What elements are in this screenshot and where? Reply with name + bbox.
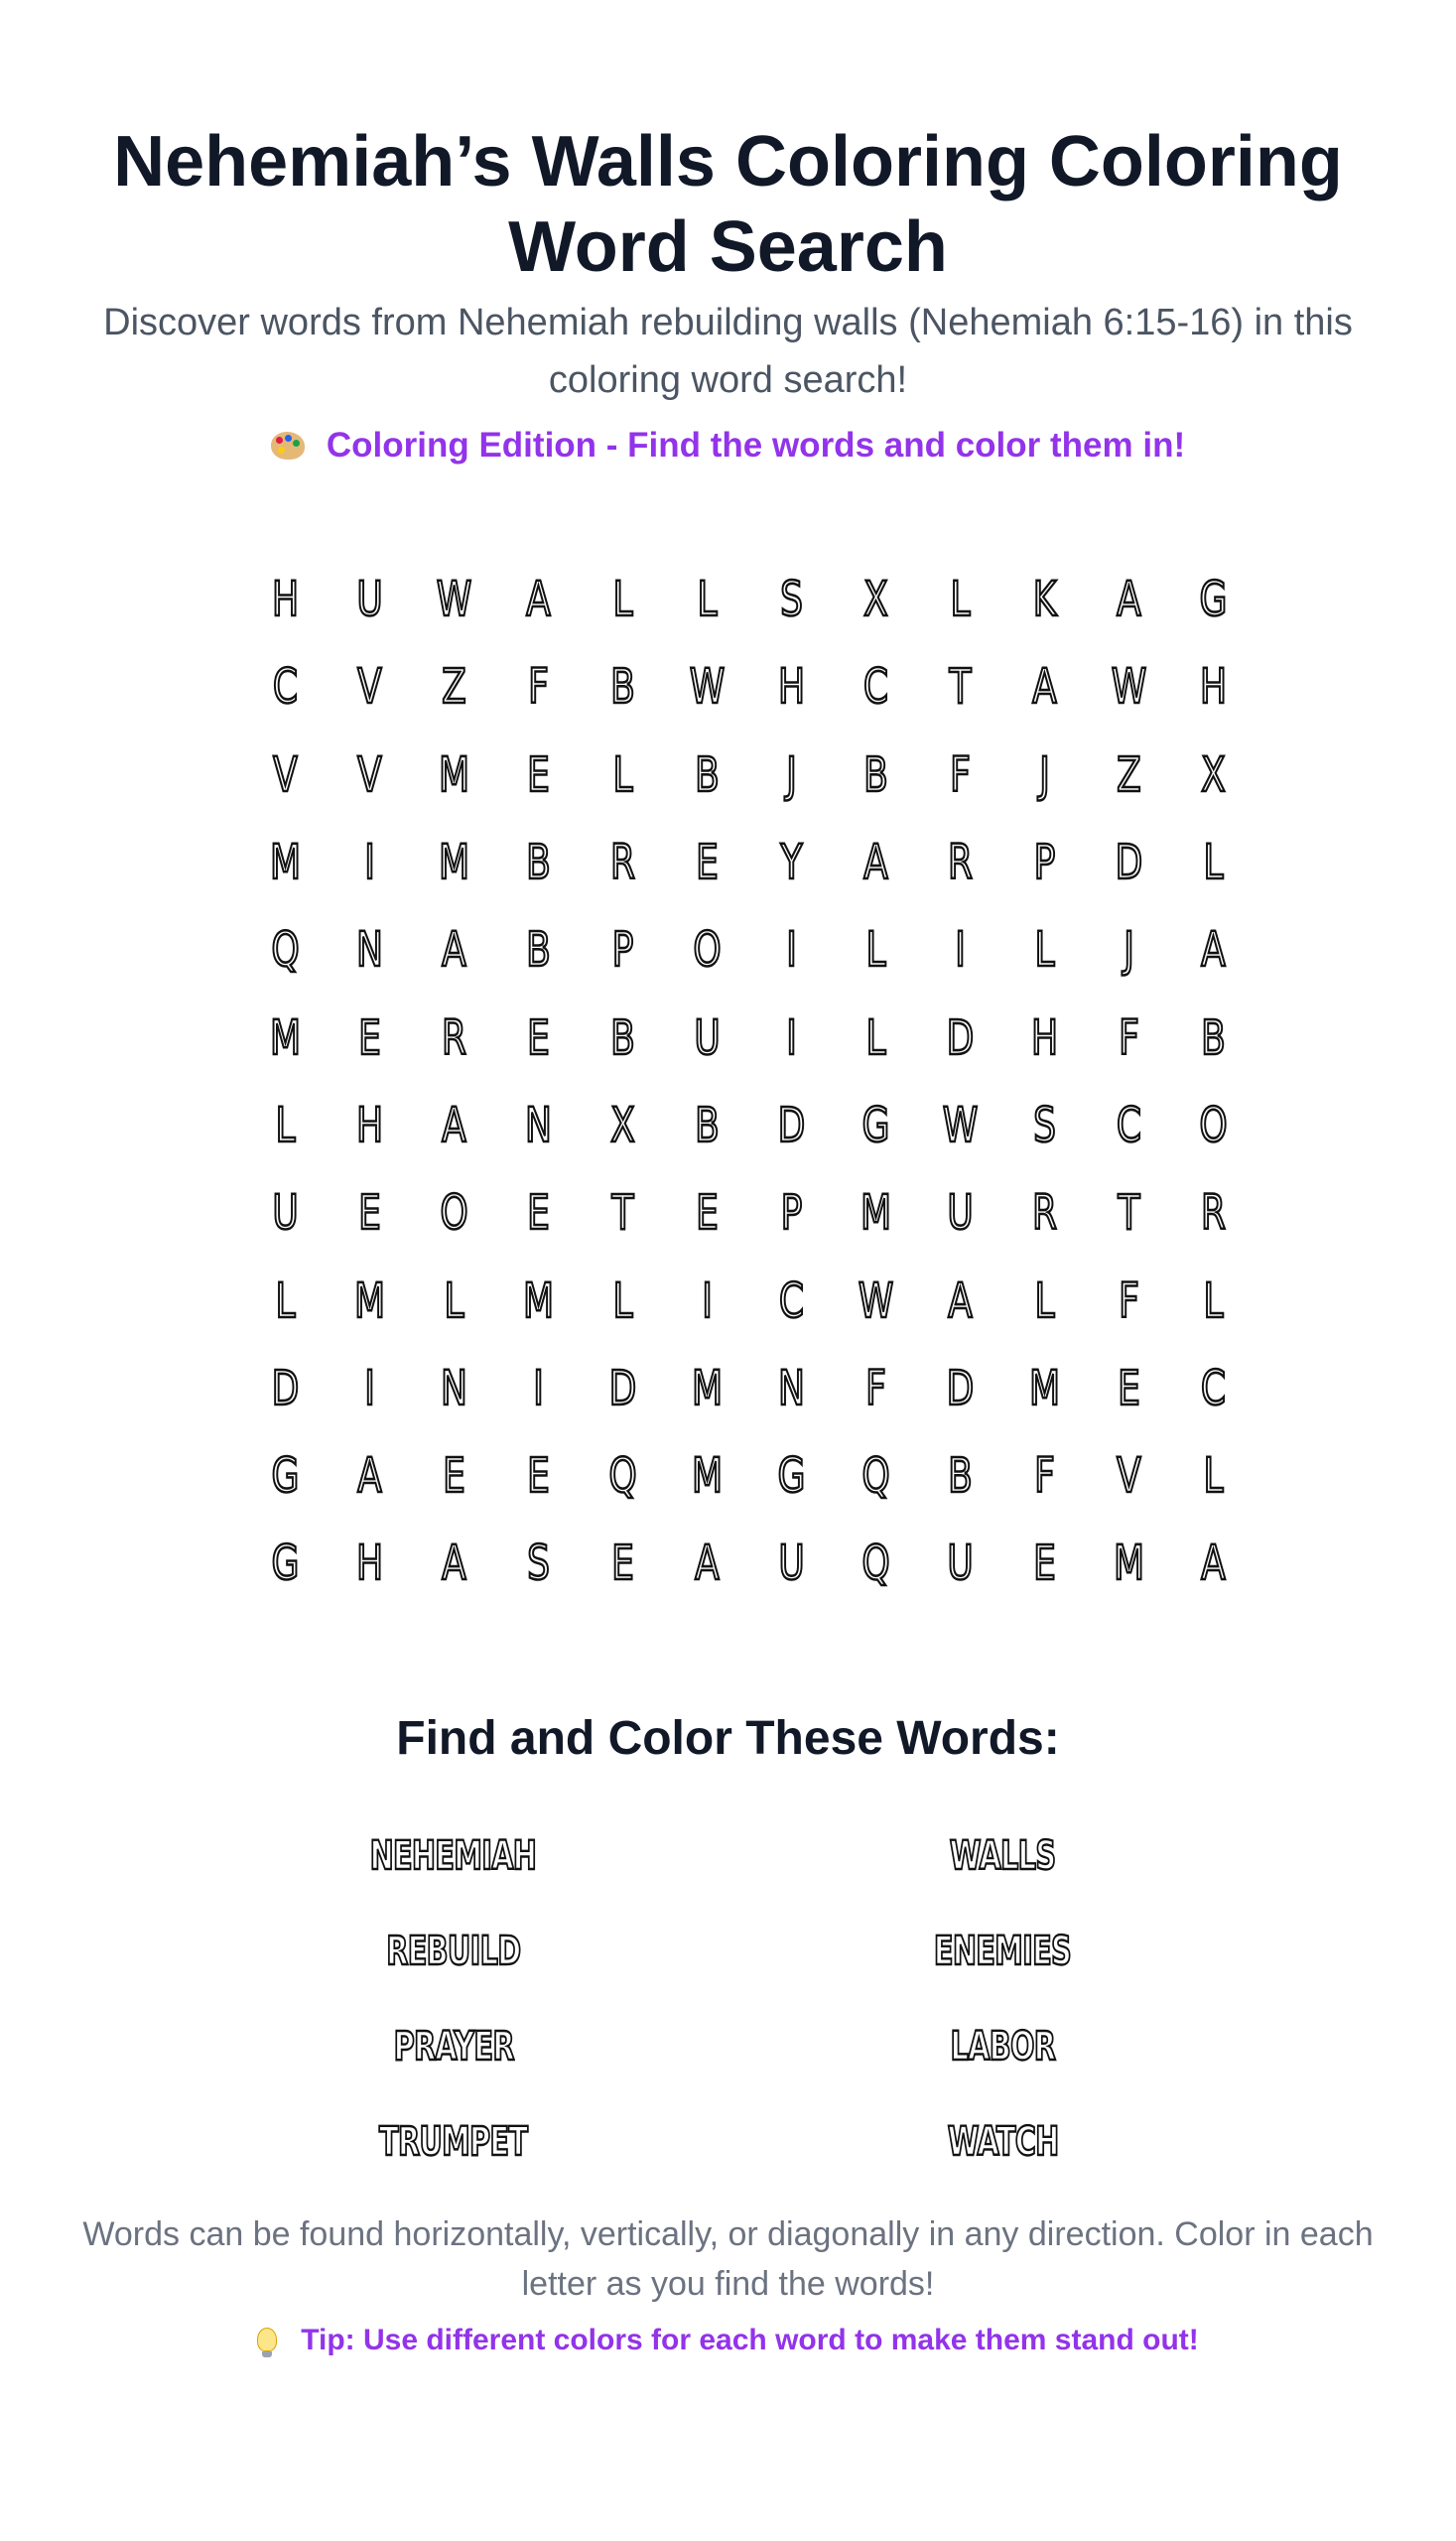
word-list-item	[728, 1808, 1278, 1904]
grid-letter[interactable]: L	[1034, 1272, 1055, 1329]
grid-letter[interactable]: F	[950, 746, 971, 803]
grid-letter[interactable]: F	[1119, 1272, 1139, 1329]
tip-banner	[0, 2319, 1456, 2362]
grid-letter[interactable]: E	[611, 1536, 634, 1592]
grid-letter[interactable]: H	[1199, 659, 1228, 716]
grid-letter[interactable]: W	[689, 659, 726, 716]
word-list-item	[728, 1904, 1278, 1999]
grid-letter[interactable]: I	[533, 1360, 544, 1416]
grid-letter[interactable]: A	[1201, 922, 1226, 979]
grid-letter[interactable]: L	[444, 1272, 464, 1329]
grid-letter[interactable]: C	[1116, 1097, 1142, 1153]
grid-letter[interactable]: V	[357, 746, 382, 803]
grid-letter[interactable]: I	[702, 1272, 713, 1329]
grid-letter[interactable]: Q	[608, 1448, 637, 1505]
grid-letter[interactable]: M	[860, 1185, 892, 1242]
grid-letter[interactable]: C	[778, 1272, 805, 1329]
grid-letter[interactable]: I	[364, 1360, 375, 1416]
grid-letter[interactable]: A	[442, 922, 466, 979]
grid-letter[interactable]: N	[441, 1360, 467, 1416]
grid-letter[interactable]: E	[1118, 1360, 1140, 1416]
grid-letter[interactable]: E	[527, 1448, 550, 1505]
grid-letter[interactable]: E	[527, 746, 550, 803]
grid-letter[interactable]: E	[527, 1185, 550, 1242]
grid-letter[interactable]: O	[693, 922, 722, 979]
grid-letter[interactable]: M	[691, 1360, 724, 1416]
grid-letter[interactable]: U	[272, 1185, 299, 1242]
grid-letter[interactable]: U	[778, 1536, 805, 1592]
grid-letter[interactable]: H	[355, 1536, 384, 1592]
grid-row	[243, 819, 1256, 906]
grid-letter[interactable]: L	[275, 1097, 296, 1153]
grid-letter[interactable]: D	[608, 1360, 637, 1416]
grid-letter[interactable]: L	[1203, 1448, 1224, 1505]
grid-row	[243, 643, 1256, 731]
grid-row	[243, 732, 1256, 819]
artist-palette-icon	[271, 432, 305, 460]
grid-letter[interactable]: F	[528, 659, 549, 716]
grid-letter[interactable]: P	[1033, 835, 1056, 891]
grid-letter[interactable]: O	[1199, 1097, 1228, 1153]
word-list-item	[728, 1999, 1278, 2094]
grid-letter[interactable]: V	[1117, 1448, 1141, 1505]
page-subtitle: Discover words from Nehemiah rebuilding walls (Nehemiah 6:15-16) in this coloring word search!	[103, 302, 1353, 401]
edition-banner	[0, 423, 1456, 468]
grid-letter[interactable]: A	[357, 1448, 382, 1505]
grid-letter[interactable]: H	[777, 659, 806, 716]
word-list-heading: Find and Color These Words:	[396, 1712, 1060, 1765]
grid-letter[interactable]: X	[863, 572, 888, 628]
grid-letter[interactable]: G	[1199, 572, 1228, 628]
word-text: WATCH	[947, 2119, 1059, 2165]
grid-letter[interactable]: B	[695, 746, 720, 803]
grid-letter[interactable]: I	[364, 835, 375, 891]
grid-letter[interactable]: X	[1201, 746, 1226, 803]
grid-letter[interactable]: B	[863, 746, 888, 803]
grid-letter[interactable]: E	[1033, 1536, 1056, 1592]
grid-letter[interactable]: G	[271, 1536, 300, 1592]
grid-letter[interactable]: W	[1111, 659, 1147, 716]
grid-row	[243, 556, 1256, 643]
word-text: ENEMIES	[934, 1929, 1072, 1974]
page-title: Nehemiah’s Walls Coloring Coloring Word Search	[113, 122, 1343, 287]
grid-letter[interactable]: K	[1032, 572, 1057, 628]
grid-letter[interactable]: L	[1203, 1272, 1224, 1329]
grid-letter[interactable]: W	[858, 1272, 894, 1329]
grid-row	[243, 1257, 1256, 1344]
grid-letter[interactable]: X	[610, 1097, 635, 1153]
grid-letter[interactable]: A	[1201, 1536, 1226, 1592]
word-list-item	[179, 1904, 728, 1999]
grid-letter[interactable]: Y	[780, 835, 803, 891]
grid-letter[interactable]: N	[778, 1360, 805, 1416]
grid-letter[interactable]: H	[1030, 1009, 1059, 1066]
grid-row	[243, 1345, 1256, 1432]
grid-letter[interactable]: R	[441, 1009, 467, 1066]
grid-letter[interactable]: C	[1200, 1360, 1227, 1416]
grid-letter[interactable]: L	[865, 922, 886, 979]
grid-letter[interactable]: A	[1117, 572, 1141, 628]
grid-row	[243, 1432, 1256, 1520]
grid-letter[interactable]: L	[612, 1272, 633, 1329]
grid-letter[interactable]: A	[1032, 659, 1057, 716]
grid-letter[interactable]: U	[694, 1009, 721, 1066]
grid-letter[interactable]: Q	[861, 1448, 890, 1505]
grid-row	[243, 1169, 1256, 1257]
grid-letter[interactable]: U	[356, 572, 383, 628]
grid-letter[interactable]: L	[1203, 835, 1224, 891]
grid-letter[interactable]: U	[947, 1536, 974, 1592]
grid-letter[interactable]: B	[610, 1009, 635, 1066]
grid-row	[243, 994, 1256, 1081]
grid-letter[interactable]: I	[786, 922, 797, 979]
grid-letter[interactable]: H	[271, 572, 300, 628]
grid-letter[interactable]: M	[691, 1448, 724, 1505]
grid-letter[interactable]: V	[273, 746, 298, 803]
grid-letter[interactable]: Q	[861, 1536, 890, 1592]
word-list-item	[179, 1999, 728, 2094]
word-text: PRAYER	[393, 2024, 514, 2070]
grid-letter[interactable]: M	[1028, 1360, 1061, 1416]
word-list	[179, 1808, 1277, 2190]
word-text: TRUMPET	[379, 2119, 528, 2165]
word-text: NEHEMIAH	[369, 1833, 537, 1879]
grid-letter[interactable]: I	[955, 922, 966, 979]
grid-letter[interactable]: Z	[1117, 746, 1141, 803]
grid-letter[interactable]: J	[1039, 746, 1050, 803]
grid-letter[interactable]: P	[611, 922, 634, 979]
word-list-item	[179, 1808, 728, 1904]
grid-letter[interactable]: P	[780, 1185, 803, 1242]
grid-letter[interactable]: M	[353, 1272, 386, 1329]
grid-letter[interactable]: N	[356, 922, 383, 979]
grid-row	[243, 1520, 1256, 1607]
grid-letter[interactable]: V	[357, 659, 382, 716]
grid-letter[interactable]: W	[436, 572, 472, 628]
grid-letter[interactable]: J	[786, 746, 797, 803]
grid-letter[interactable]: A	[948, 1272, 973, 1329]
grid-letter[interactable]: N	[525, 1097, 552, 1153]
grid-letter[interactable]: L	[697, 572, 718, 628]
grid-letter[interactable]: T	[611, 1185, 634, 1242]
grid-letter[interactable]: F	[1034, 1448, 1055, 1505]
instructions-text: Words can be found horizontally, vertically, or diagonally in any direction. Color in each letter as you find the words!	[82, 2215, 1374, 2303]
grid-letter[interactable]: M	[1113, 1536, 1145, 1592]
grid-letter[interactable]: M	[522, 1272, 555, 1329]
grid-letter[interactable]: B	[526, 922, 551, 979]
grid-letter[interactable]: B	[610, 659, 635, 716]
grid-letter[interactable]: R	[609, 835, 636, 891]
grid-letter[interactable]: D	[271, 1360, 300, 1416]
grid-letter[interactable]: W	[942, 1097, 979, 1153]
grid-letter[interactable]: B	[948, 1448, 973, 1505]
grid-letter[interactable]: L	[612, 572, 633, 628]
grid-letter[interactable]: S	[527, 1536, 550, 1592]
grid-letter[interactable]: Z	[442, 659, 466, 716]
grid-letter[interactable]: H	[355, 1097, 384, 1153]
grid-letter[interactable]: D	[946, 1009, 975, 1066]
grid-letter[interactable]: R	[1200, 1185, 1227, 1242]
grid-letter[interactable]: T	[949, 659, 972, 716]
grid-letter[interactable]: A	[695, 1536, 720, 1592]
word-text: REBUILD	[386, 1929, 521, 1974]
grid-letter[interactable]: B	[695, 1097, 720, 1153]
grid-letter[interactable]: G	[271, 1448, 300, 1505]
grid-letter[interactable]: L	[1034, 922, 1055, 979]
grid-letter[interactable]: E	[696, 835, 719, 891]
grid-letter[interactable]: D	[946, 1360, 975, 1416]
word-list-item	[179, 2094, 728, 2190]
grid-letter[interactable]: S	[1033, 1097, 1056, 1153]
grid-letter[interactable]: T	[1118, 1185, 1140, 1242]
grid-letter[interactable]: L	[950, 572, 971, 628]
grid-letter[interactable]: A	[526, 572, 551, 628]
grid-letter[interactable]: E	[696, 1185, 719, 1242]
word-text: LABOR	[950, 2024, 1056, 2070]
grid-letter[interactable]: B	[526, 835, 551, 891]
grid-letter[interactable]: C	[272, 659, 299, 716]
grid-letter[interactable]: S	[780, 572, 803, 628]
lightbulb-icon	[257, 2328, 277, 2351]
grid-letter[interactable]: A	[863, 835, 888, 891]
grid-letter[interactable]: M	[438, 746, 470, 803]
grid-letter[interactable]: E	[443, 1448, 465, 1505]
edition-text: Coloring Edition - Find the words and color them in!	[326, 426, 1186, 465]
grid-letter[interactable]: L	[865, 1009, 886, 1066]
grid-letter[interactable]: M	[438, 835, 470, 891]
grid-letter[interactable]: L	[275, 1272, 296, 1329]
grid-letter[interactable]: U	[947, 1185, 974, 1242]
grid-letter[interactable]: E	[358, 1185, 381, 1242]
grid-letter[interactable]: J	[1124, 922, 1134, 979]
grid-row	[243, 1082, 1256, 1169]
grid-letter[interactable]: R	[1031, 1185, 1058, 1242]
grid-letter[interactable]: F	[1119, 1009, 1139, 1066]
grid-letter[interactable]: G	[777, 1448, 806, 1505]
grid-row	[243, 906, 1256, 994]
grid-letter[interactable]: A	[442, 1536, 466, 1592]
grid-letter[interactable]: M	[269, 835, 302, 891]
grid-letter[interactable]: G	[861, 1097, 890, 1153]
grid-letter[interactable]: A	[442, 1097, 466, 1153]
word-list-item	[728, 2094, 1278, 2190]
grid-letter[interactable]: I	[786, 1009, 797, 1066]
grid-letter[interactable]: M	[269, 1009, 302, 1066]
grid-letter[interactable]: L	[612, 746, 633, 803]
grid-letter[interactable]: Q	[271, 922, 300, 979]
grid-letter[interactable]: D	[777, 1097, 806, 1153]
grid-letter[interactable]: F	[865, 1360, 886, 1416]
letter-grid	[243, 556, 1256, 1608]
tip-text: Tip: Use different colors for each word to make them stand out!	[301, 2324, 1199, 2356]
word-text: WALLS	[949, 1833, 1056, 1879]
grid-letter[interactable]: E	[527, 1009, 550, 1066]
grid-letter[interactable]: B	[1201, 1009, 1226, 1066]
grid-letter[interactable]: R	[947, 835, 974, 891]
grid-letter[interactable]: D	[1115, 835, 1143, 891]
grid-letter[interactable]: O	[440, 1185, 468, 1242]
grid-letter[interactable]: E	[358, 1009, 381, 1066]
grid-letter[interactable]: C	[862, 659, 889, 716]
